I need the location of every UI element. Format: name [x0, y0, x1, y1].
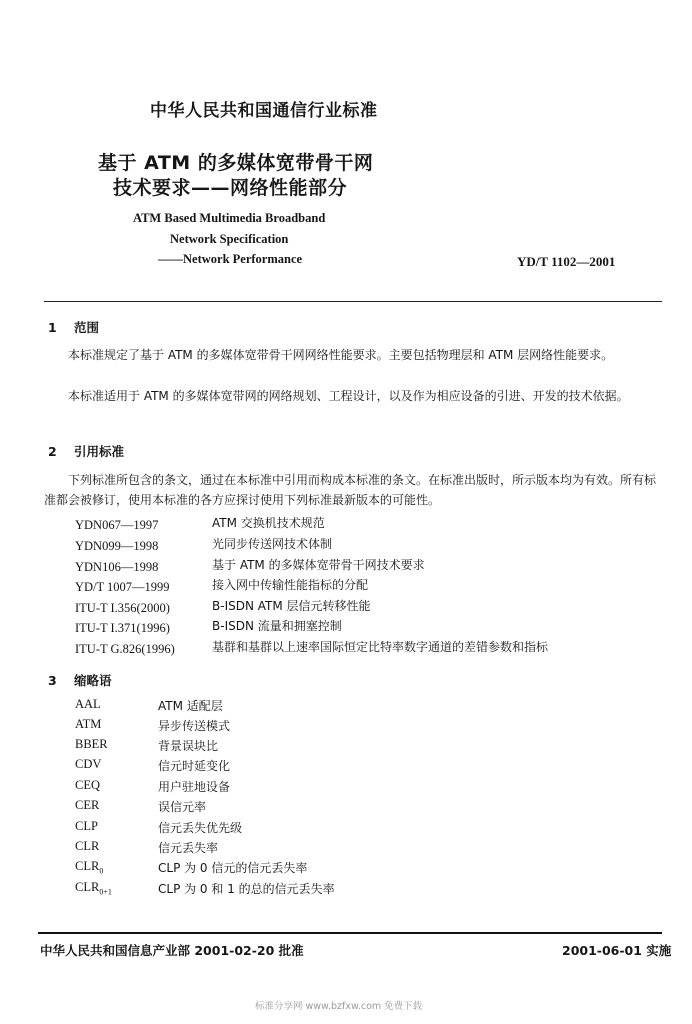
section-3-title: 缩略语	[74, 673, 112, 688]
approval-date: 中华人民共和国信息产业部 2001-02-20 批准	[40, 943, 304, 958]
reference-title: 基于 ATM 的多媒体宽带骨干网技术要求	[212, 558, 425, 572]
reference-code: YDN067—1997	[75, 518, 159, 532]
reference-title: 光同步传送网技术体制	[212, 537, 333, 551]
reference-code: ITU-T I.371(1996)	[75, 621, 170, 635]
abbreviation-term-with-subscript	[75, 880, 112, 897]
abbreviation-subscript: 0+1	[99, 887, 112, 897]
abbreviation-meaning: 信元丢失率	[158, 841, 219, 855]
abbreviation-meaning: 信元时延变化	[158, 759, 231, 773]
section-1-heading	[48, 318, 99, 336]
section-3-number: 3	[48, 673, 57, 688]
section-2-title: 引用标准	[74, 444, 125, 459]
header-divider	[44, 301, 662, 302]
section-1-title: 范围	[74, 320, 100, 335]
abbreviation-term: CDV	[75, 757, 102, 771]
section-1-number: 1	[48, 320, 57, 335]
reference-item	[75, 617, 170, 636]
reference-title: B-ISDN ATM 层信元转移性能	[212, 599, 371, 613]
abbreviation-meaning: 背景误块比	[158, 739, 219, 753]
section-1-paragraph-2: 本标准适用于 ATM 的多媒体宽带网的网络规划、工程设计，以及作为相应设备的引进、开发的技术依据。	[68, 389, 629, 403]
reference-code: ITU-T I.356(2000)	[75, 601, 170, 615]
abbreviation-term: CEQ	[75, 778, 100, 792]
abbreviation-subscript: 0	[99, 866, 104, 876]
reference-item	[75, 556, 158, 575]
reference-item	[75, 597, 170, 616]
reference-title: 接入网中传输性能指标的分配	[212, 578, 369, 592]
title-en-line3: ——Network Performance	[158, 252, 303, 266]
abbreviation-meaning: CLP 为 0 和 1 的总的信元丢失率	[158, 882, 335, 896]
abbreviation-meaning: 用户驻地设备	[158, 780, 231, 794]
reference-title: ATM 交换机技术规范	[212, 516, 325, 530]
reference-code: ITU-T G.826(1996)	[75, 642, 175, 656]
abbreviation-term: CLR	[75, 859, 100, 873]
reference-title: B-ISDN 流量和拥塞控制	[212, 619, 342, 633]
title-en-line2: Network Specification	[170, 232, 289, 246]
reference-item	[75, 514, 158, 533]
section-2-paragraph: 下列标准所包含的条文，通过在本标准中引用而构成本标准的条文。在标准出版时，所示版本均为有效。所有标准都会被修订，使用本标准的各方应探讨使用下列标准最新版本的可能性。	[44, 473, 657, 507]
abbreviation-term: CLR	[75, 880, 100, 894]
abbreviation-meaning: CLP 为 0 信元的信元丢失率	[158, 861, 308, 875]
title-en-line1: ATM Based Multimedia Broadband	[133, 211, 326, 225]
section-2-heading	[48, 442, 124, 460]
abbreviation-term: ATM	[75, 717, 102, 731]
reference-code: YDN099—1998	[75, 539, 159, 553]
section-3-heading	[48, 671, 112, 689]
reference-code: YDN106—1998	[75, 560, 159, 574]
standard-number: YD/T 1102—2001	[517, 254, 616, 269]
abbreviation-meaning: ATM 适配层	[158, 699, 223, 713]
abbreviation-term: CLP	[75, 819, 98, 833]
abbreviation-meaning: 误信元率	[158, 800, 207, 814]
abbreviation-term: BBER	[75, 737, 108, 751]
issuer-title: 中华人民共和国通信行业标准	[150, 101, 378, 121]
watermark-text: 标准分享网 www.bzfxw.com 免费下载	[255, 1001, 423, 1012]
footer-divider	[38, 932, 662, 934]
reference-title: 基群和基群以上速率国际恒定比特率数字通道的差错参数和指标	[212, 640, 549, 654]
reference-item	[75, 535, 158, 554]
section-1-paragraph-1: 本标准规定了基于 ATM 的多媒体宽带骨干网网络性能要求。主要包括物理层和 ATM 层网络性能要求。	[68, 348, 614, 362]
title-cn-line1: 基于 ATM 的多媒体宽带骨干网	[98, 152, 374, 174]
abbreviation-meaning: 异步传送模式	[158, 719, 231, 733]
reference-item	[75, 576, 170, 595]
reference-item	[75, 638, 175, 657]
section-2-number: 2	[48, 444, 57, 459]
abbreviation-term-with-subscript	[75, 859, 103, 876]
abbreviation-meaning: 信元丢失优先级	[158, 821, 243, 835]
abbreviation-term: CLR	[75, 839, 100, 853]
effective-date: 2001-06-01 实施	[562, 943, 672, 958]
title-cn-line2: 技术要求——网络性能部分	[113, 177, 348, 199]
reference-code: YD/T 1007—1999	[75, 580, 170, 594]
abbreviation-term: CER	[75, 798, 100, 812]
abbreviation-term: AAL	[75, 697, 101, 711]
